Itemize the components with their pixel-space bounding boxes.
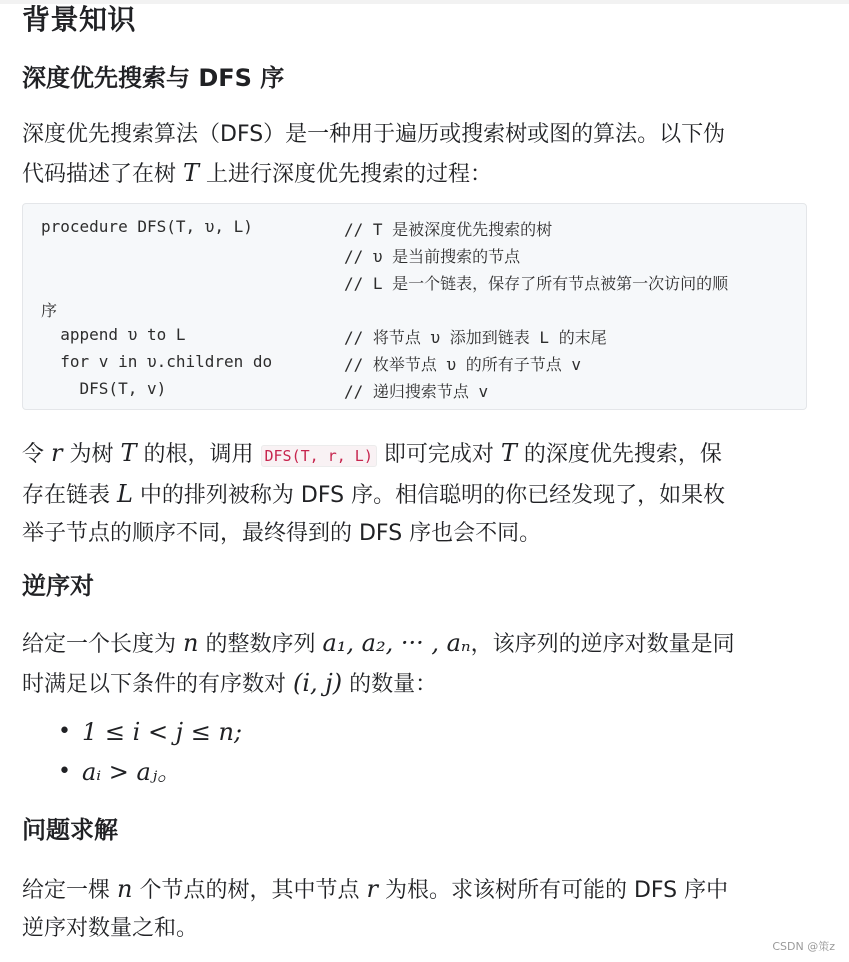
- condition-item-1: • 1 ≤ i < j ≤ n;: [58, 712, 242, 752]
- pseudocode-block: [22, 203, 807, 410]
- inversion-paragraph: [22, 624, 812, 704]
- condition-item-2: • aᵢ > aⱼ。: [58, 752, 242, 792]
- math-var-n: n: [117, 875, 133, 903]
- text: 的整数序列: [198, 632, 323, 657]
- text: 举子节点的顺序不同，最终得到的 DFS 序也会不同。: [22, 521, 542, 546]
- code-comment-2: // υ 是当前搜索的节点: [344, 247, 521, 266]
- dfs-para-line1: 深度优先搜索算法（DFS）是一种用于遍历或搜索树或图的算法。以下伪: [22, 122, 726, 147]
- text: 即可完成对: [376, 442, 501, 467]
- text: 个节点的树，其中节点: [132, 878, 367, 903]
- text: 给定一个长度为: [22, 632, 183, 657]
- text: ，该序列的逆序对数量是同: [470, 632, 735, 657]
- code-line-wrap: 序: [41, 301, 58, 320]
- math-var-r: r: [366, 875, 378, 903]
- text: 的深度优先搜索，保: [516, 442, 722, 467]
- text: 为树: [62, 442, 121, 467]
- text: 的根，调用: [136, 442, 261, 467]
- text: 的数量：: [342, 672, 438, 697]
- text: 时满足以下条件的有序数对: [22, 672, 293, 697]
- code-comment-recursive: // 递归搜索节点 v: [344, 382, 489, 401]
- code-comment-for: // 枚举节点 υ 的所有子节点 v: [344, 355, 582, 374]
- math-var-T: T: [183, 159, 200, 187]
- inversion-heading: 逆序对: [22, 572, 94, 600]
- problem-paragraph: [22, 870, 812, 948]
- dfs-para-line2-pre: 代码描述了在树: [22, 162, 183, 187]
- math-sequence: a₁, a₂, ··· , aₙ: [322, 629, 471, 657]
- section-title: 背景知识: [22, 3, 137, 36]
- text: 给定一棵: [22, 878, 117, 903]
- math-var-n: n: [183, 629, 199, 657]
- dfs-paragraph: [22, 116, 812, 194]
- code-line-append: append υ to L: [41, 325, 186, 344]
- code-line-procedure: procedure DFS(T, υ, L): [41, 217, 253, 236]
- text: 令: [22, 442, 51, 467]
- dfs-heading: 深度优先搜索与 DFS 序: [22, 64, 285, 92]
- csdn-watermark: CSDN @策z: [772, 940, 835, 953]
- text: 存在链表: [22, 483, 117, 508]
- condition-list: [58, 712, 242, 792]
- math-pair: (i, j): [293, 669, 343, 697]
- text: 中的排列被称为 DFS 序。相信聪明的你已经发现了，如果枚: [132, 483, 726, 508]
- dfs-para-line2-post: 上进行深度优先搜索的过程：: [199, 162, 493, 187]
- text: 为根。求该树所有可能的 DFS 序中: [377, 878, 729, 903]
- code-comment-3: // L 是一个链表，保存了所有节点被第一次访问的顺: [344, 274, 729, 293]
- code-comment-append: // 将节点 υ 添加到链表 L 的末尾: [344, 328, 607, 347]
- text: 逆序对数量之和。: [22, 916, 199, 941]
- math-var-T: T: [120, 439, 137, 467]
- dfs-order-paragraph: [22, 434, 812, 553]
- code-line-for: for v in υ.children do: [41, 352, 273, 371]
- math-var-L: L: [117, 480, 133, 508]
- code-comment-1: // T 是被深度优先搜索的树: [344, 220, 553, 239]
- code-line-recursive: DFS(T, v): [41, 379, 167, 398]
- problem-heading: 问题求解: [22, 816, 118, 844]
- math-var-T: T: [500, 439, 517, 467]
- inline-code-dfs-call: DFS(T, r, L): [261, 445, 377, 467]
- math-var-r: r: [51, 439, 63, 467]
